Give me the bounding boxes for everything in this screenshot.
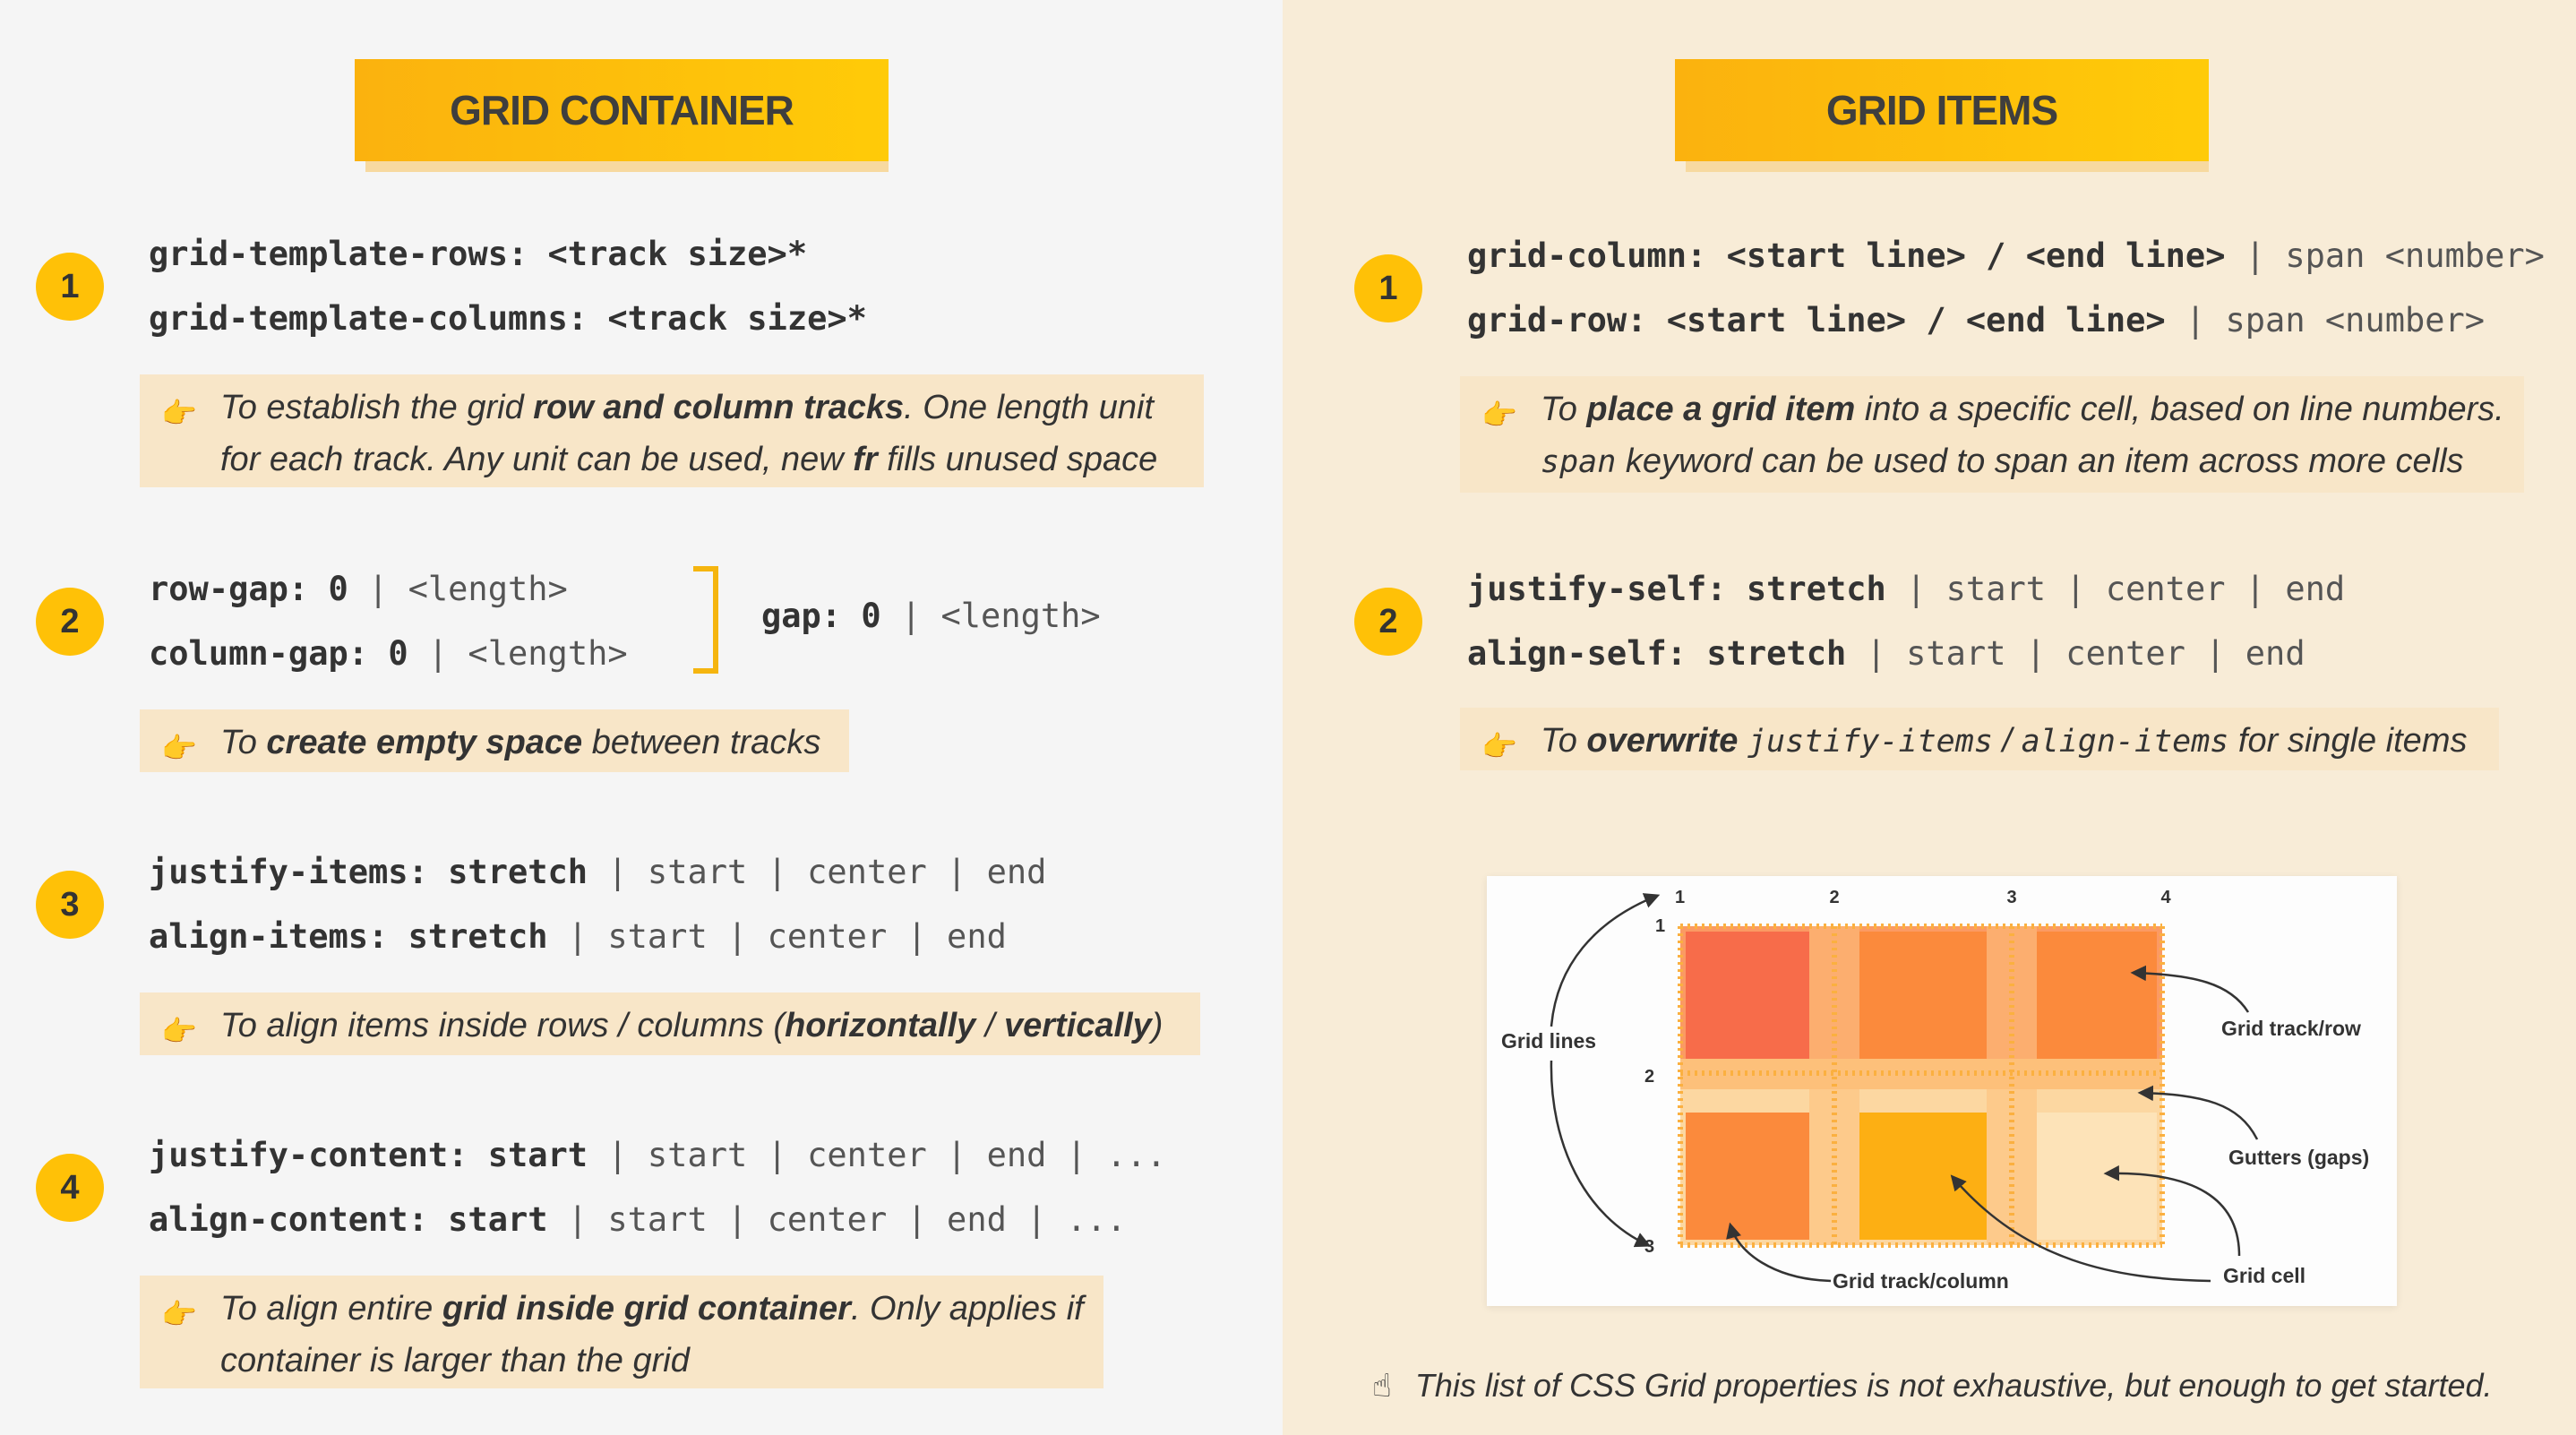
note-box: 👉 To create empty space between tracks xyxy=(140,709,849,772)
pointing-hand-icon: 👉 xyxy=(1481,399,1517,431)
grid-items-title xyxy=(1675,59,2209,172)
bracket xyxy=(693,566,718,674)
grid-container-title xyxy=(355,59,889,172)
code-line: align-items: stretch | start | center | end xyxy=(149,917,1007,956)
pointing-up-hand-icon: ☝ xyxy=(1372,1367,1392,1404)
title-text: GRID CONTAINER xyxy=(355,59,889,161)
grid-cell xyxy=(1686,932,1809,1059)
col-number: 3 xyxy=(2006,888,2017,907)
code-line: grid-row: <start line> / <end line> | span <number> xyxy=(1467,301,2486,339)
row-number: 1 xyxy=(1655,916,1666,936)
note-box: 👉 To establish the grid row and column tracks. One length unit for each track. Any unit can be used, new fr fills unused space xyxy=(140,374,1204,487)
col-number: 2 xyxy=(1829,888,1840,907)
label-gutters: Gutters (gaps) xyxy=(2228,1146,2370,1169)
note-box: 👉 To place a grid item into a specific cell, based on line numbers. span keyword can be used to span an item across more cells xyxy=(1460,376,2524,493)
note-box: 👉 To align entire grid inside grid container. Only applies if container is larger than the grid xyxy=(140,1276,1103,1388)
grid-cell xyxy=(1859,1113,1987,1240)
code-line: grid-column: <start line> / <end line> | span <number> xyxy=(1467,236,2545,275)
label-grid-track-column: Grid track/column xyxy=(1833,1269,2009,1293)
code-line: justify-content: start | start | center | end | ... xyxy=(149,1136,1167,1174)
label-grid-lines: Grid lines xyxy=(1501,1029,1597,1053)
label-grid-cell: Grid cell xyxy=(2223,1264,2306,1287)
section-number-2: 2 xyxy=(1354,588,1422,656)
code-line: grid-template-rows: <track size>* xyxy=(149,235,808,273)
code-line: row-gap: 0 | <length> xyxy=(149,570,568,608)
col-number: 4 xyxy=(2160,888,2171,907)
section-number-4: 4 xyxy=(36,1154,104,1222)
pointing-hand-icon: 👉 xyxy=(161,1298,197,1330)
pointing-hand-icon: 👉 xyxy=(161,397,197,429)
col-number: 1 xyxy=(1675,888,1686,907)
code-line: column-gap: 0 | <length> xyxy=(149,634,628,673)
grid-track-column-cell xyxy=(1686,1113,1809,1240)
section-number-2: 2 xyxy=(36,588,104,656)
footnote: ☝ This list of CSS Grid properties is not exhaustive, but enough to get started. xyxy=(1372,1367,2493,1404)
pointing-hand-icon: 👉 xyxy=(161,1015,197,1047)
grid-cell xyxy=(1859,932,1987,1059)
section-number-1: 1 xyxy=(36,253,104,321)
row-number: 2 xyxy=(1644,1067,1655,1087)
grid-container-panel xyxy=(0,0,1283,1435)
section-number-3: 3 xyxy=(36,871,104,939)
title-text: GRID ITEMS xyxy=(1675,59,2209,161)
code-line: align-content: start | start | center | end | ... xyxy=(149,1200,1127,1239)
pointing-hand-icon: 👉 xyxy=(161,732,197,764)
grid-cell xyxy=(2037,932,2157,1059)
note-box: 👉 To overwrite justify-items / align-items for single items xyxy=(1460,708,2499,770)
label-grid-track-row: Grid track/row xyxy=(2221,1017,2361,1040)
code-line: align-self: stretch | start | center | end xyxy=(1467,634,2306,673)
note-box: 👉 To align items inside rows / columns (horizontally / vertically) xyxy=(140,992,1200,1055)
code-shorthand: gap: 0 | <length> xyxy=(761,597,1101,635)
grid-cell-highlight xyxy=(2037,1113,2157,1240)
grid-diagram xyxy=(1487,876,2397,1306)
code-line: justify-self: stretch | start | center | end xyxy=(1467,570,2346,608)
grid-diagram-svg xyxy=(1487,876,2397,1306)
pointing-hand-icon: 👉 xyxy=(1481,730,1517,762)
code-line: justify-items: stretch | start | center | end xyxy=(149,853,1047,891)
section-number-1: 1 xyxy=(1354,254,1422,322)
code-line: grid-template-columns: <track size>* xyxy=(149,299,867,338)
row-number: 3 xyxy=(1644,1237,1655,1257)
